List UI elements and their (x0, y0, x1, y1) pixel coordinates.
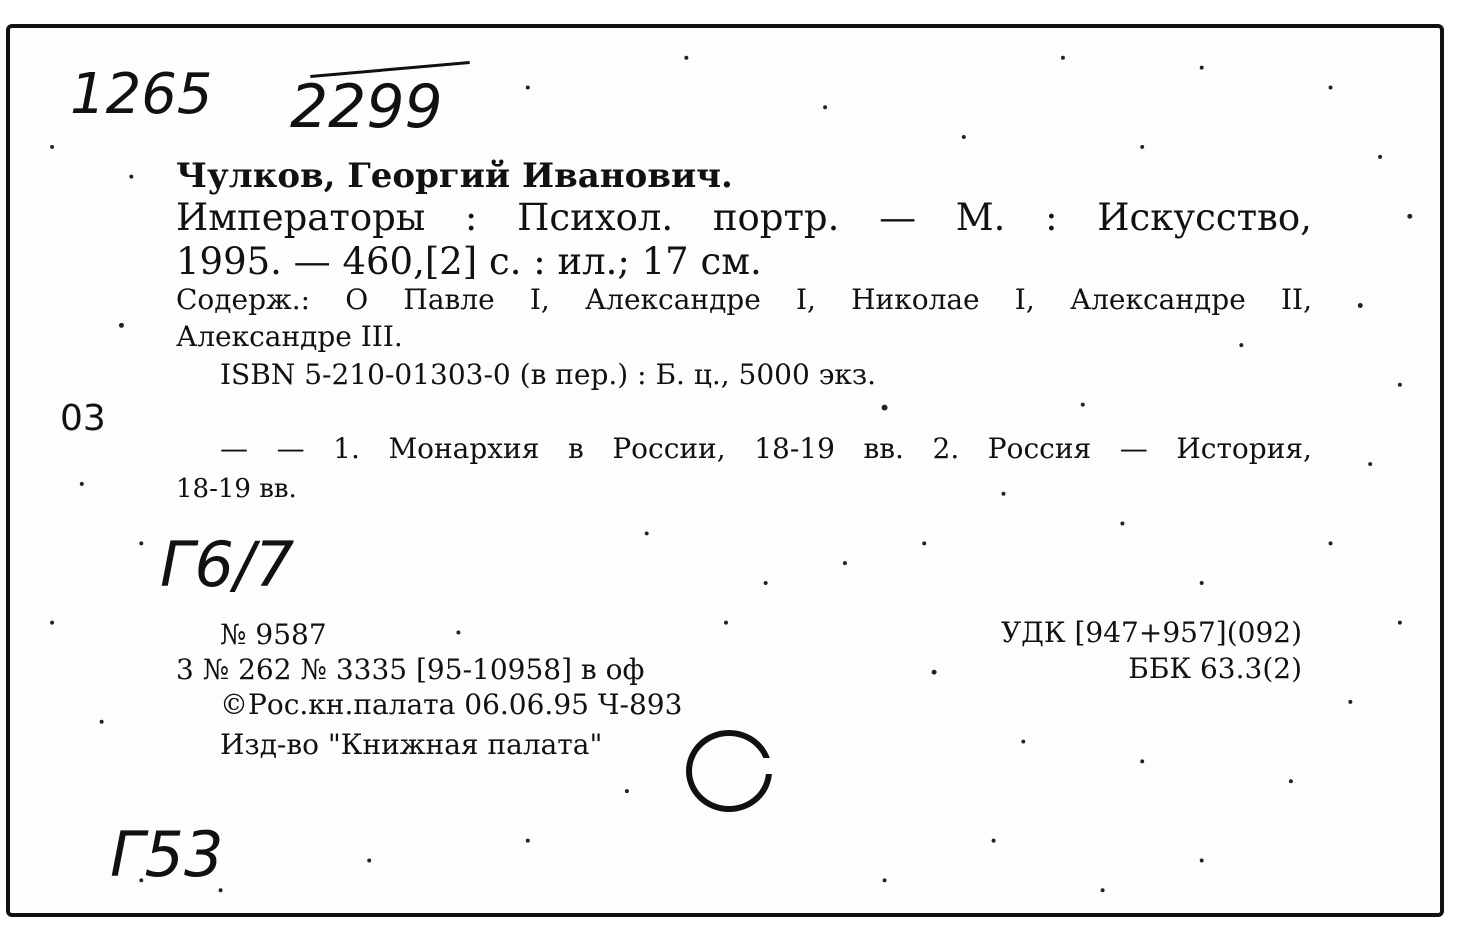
title-line (176, 196, 1312, 239)
contents-word: Александре (584, 283, 761, 316)
handwritten-number-1: 1265 (70, 62, 213, 127)
title-word: Императоры (176, 196, 426, 239)
subject-word: 18-19 (754, 432, 835, 465)
title-word: Психол. (517, 196, 674, 239)
subject-word: 2. (932, 432, 960, 465)
subject-word: — (1119, 432, 1148, 465)
bbk-code: ББК 63.3(2) (1128, 652, 1302, 685)
handwritten-number-2: 2299 (290, 72, 443, 142)
contents-word: II, (1280, 283, 1312, 316)
subject-word: — (276, 432, 305, 465)
subject-word: вв. (863, 432, 904, 465)
subject-word: — (220, 432, 248, 465)
title-word: : (1045, 196, 1058, 239)
title-word: Искусство, (1097, 196, 1312, 239)
contents-word: О (345, 283, 369, 316)
registration-numbers: 3 № 262 № 3335 [95-10958] в оф (176, 653, 645, 686)
contents-word: Николае (851, 283, 980, 316)
handwritten-shelf-mark: Г6/7 (160, 528, 295, 601)
imprint-line: 1995. — 460,[2] с. : ил.; 17 см. (176, 240, 762, 283)
subject-word: в (567, 432, 584, 465)
subject-word: История, (1176, 432, 1312, 465)
title-word: : (464, 196, 478, 239)
contents-word: I, (529, 283, 550, 316)
contents-word: Павле (403, 283, 495, 316)
title-word: — (879, 196, 917, 239)
subjects-line-2: 18-19 вв. (176, 474, 297, 504)
contents-word: I, (1014, 283, 1035, 316)
title-word: портр. (712, 196, 840, 239)
copyright-line: ©Рос.кн.палата 06.06.95 Ч-893 (220, 688, 683, 721)
udk-code: УДК [947+957](092) (1000, 616, 1302, 649)
contents-word: Содерж.: (176, 283, 311, 316)
handwritten-bottom-mark: Г53 (110, 818, 224, 891)
subject-word: Монархия (388, 432, 540, 465)
card-number: № 9587 (220, 618, 327, 651)
subject-word: Россия (987, 432, 1092, 465)
publisher-line: Изд-во "Книжная палата" (220, 728, 603, 761)
isbn-line: ISBN 5-210-01303-0 (в пер.) : Б. ц., 5000 экз. (220, 358, 877, 391)
contents-line (176, 283, 1312, 316)
title-word: М. (955, 196, 1006, 239)
margin-mark: 03 (60, 398, 106, 439)
contents-word: Александре (1069, 283, 1246, 316)
circle-stamp-gap (758, 758, 772, 774)
author: Чулков, Георгий Иванович. (176, 156, 733, 196)
subject-word: России, (612, 432, 726, 465)
catalog-card (6, 24, 1444, 917)
contents-word: I, (795, 283, 816, 316)
subjects-line (220, 432, 1312, 465)
contents-line-2: Александре III. (176, 320, 403, 353)
subject-word: 1. (333, 432, 360, 465)
